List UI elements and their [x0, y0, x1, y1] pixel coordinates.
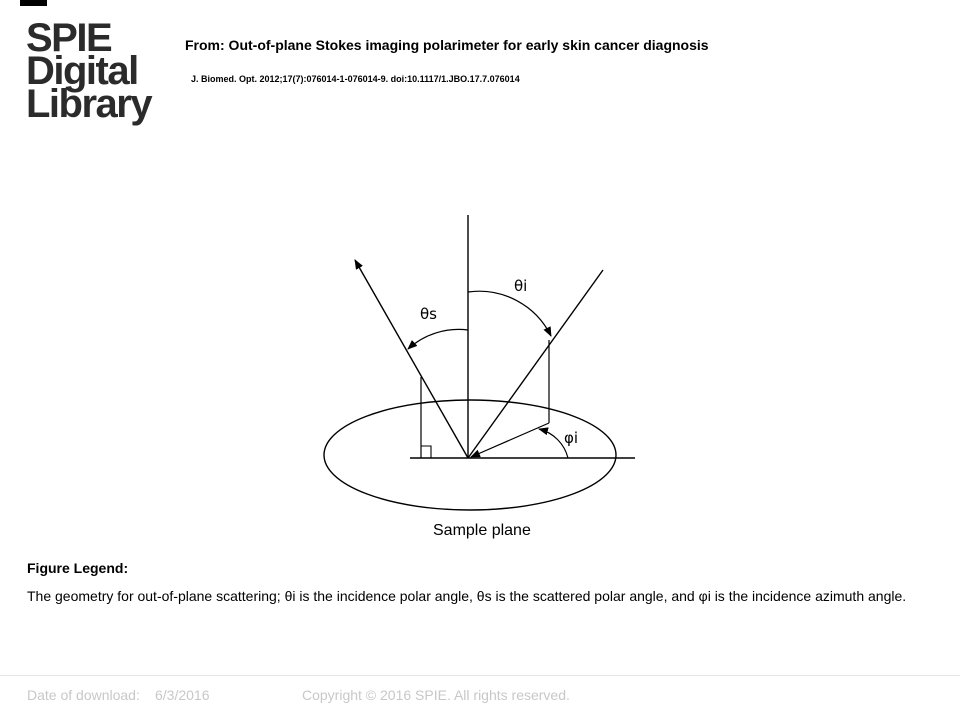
- incident-ray-line: [468, 270, 603, 458]
- spie-digital-library-logo: [26, 16, 156, 126]
- theta-i-label: θi: [514, 277, 528, 295]
- download-date-label: Date of download:: [27, 687, 140, 703]
- logo-line-1: SPIE: [26, 16, 112, 60]
- figure-svg: [300, 205, 660, 550]
- scattered-ray-arrow: [355, 260, 468, 458]
- scattering-geometry-figure: [300, 205, 660, 550]
- corner-tab: [20, 0, 47, 6]
- theta-s-arc: [408, 329, 468, 349]
- logo-line-2: Digital: [26, 49, 138, 93]
- footer-divider: [0, 675, 960, 676]
- copyright-notice: Copyright © 2016 SPIE. All rights reserved.: [302, 687, 570, 703]
- projected-incident-arrow: [471, 423, 549, 457]
- theta-s-label: θs: [420, 305, 437, 323]
- theta-i-arc: [468, 291, 551, 336]
- article-title: From: Out-of-plane Stokes imaging polarimeter for early skin cancer diagnosis: [185, 37, 709, 53]
- sample-plane-caption: Sample plane: [433, 522, 531, 539]
- figure-legend-text: The geometry for out-of-plane scattering; θi is the incidence polar angle, θs is the scattered polar angle, and φi is the incidence azimuth angle.: [27, 588, 907, 604]
- download-date-value: 6/3/2016: [155, 687, 210, 703]
- figure-legend-heading: Figure Legend:: [27, 560, 129, 576]
- right-angle-marker: [421, 446, 431, 458]
- phi-i-label: φi: [564, 429, 579, 447]
- article-citation: J. Biomed. Opt. 2012;17(7):076014-1-076014-9. doi:10.1117/1.JBO.17.7.076014: [191, 74, 520, 84]
- logo-line-3: Library: [26, 82, 152, 126]
